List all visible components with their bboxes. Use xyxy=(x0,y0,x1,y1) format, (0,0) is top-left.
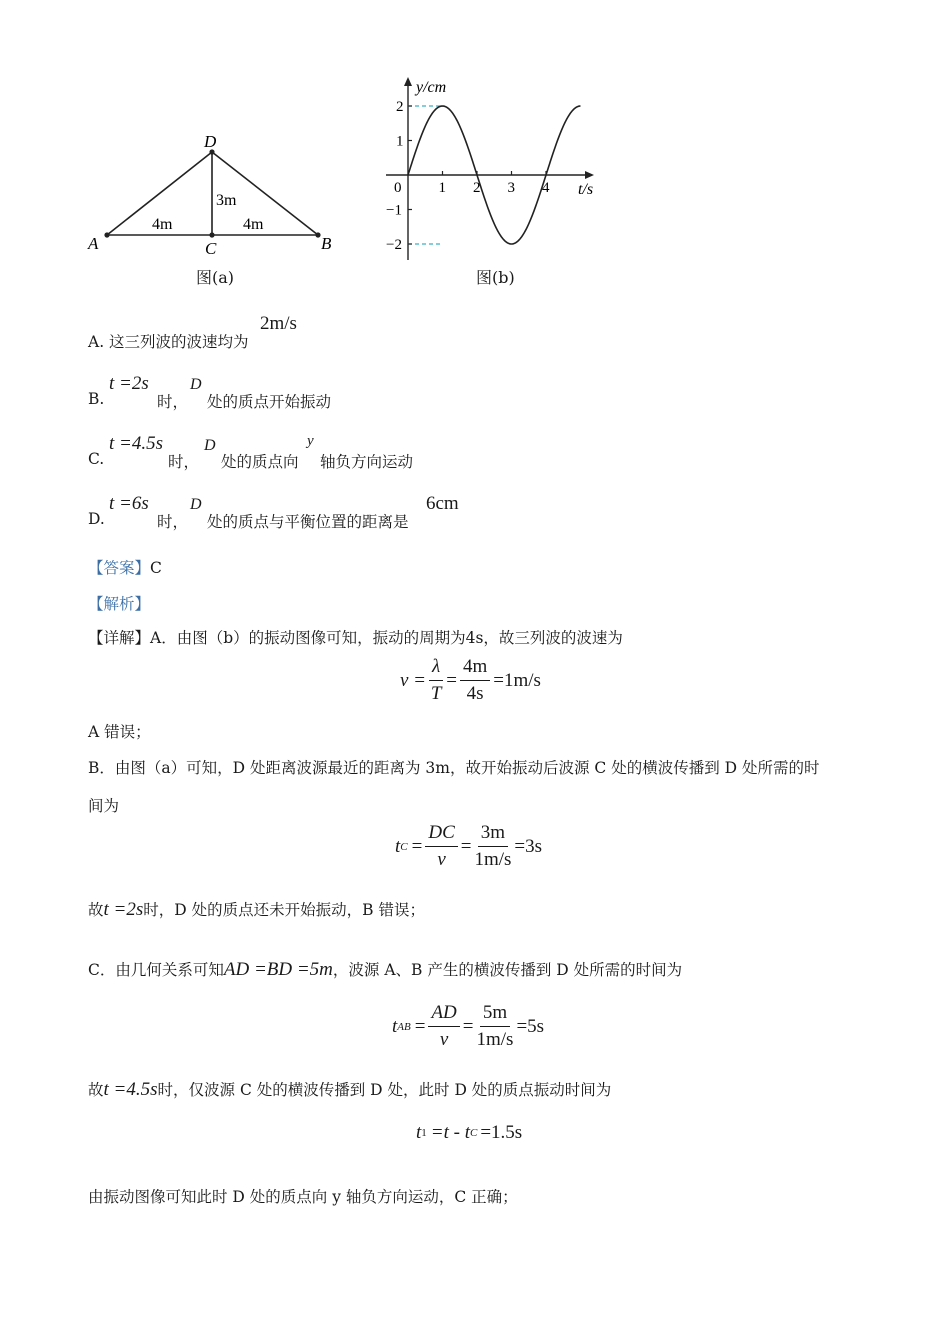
y-tick-label-3: −2 xyxy=(386,237,402,253)
option-b-prefix: B. xyxy=(88,390,105,408)
detail-line-7 xyxy=(88,1078,611,1101)
equation-t1 xyxy=(416,1122,522,1144)
y-tick-label-2: −1 xyxy=(386,202,402,219)
line6-math: AD =BD =5m xyxy=(223,959,333,980)
eq1-lhs: v = xyxy=(400,669,427,691)
detail-line-2: A 错误； xyxy=(88,723,151,741)
y-tick-label-0: 2 xyxy=(396,99,404,115)
eq1-frac2 xyxy=(460,656,490,705)
detail-line-1: 【详解】A．由图（b）的振动图像可知，振动的周期为4s，故三列波的波速为 xyxy=(88,629,623,647)
point-A xyxy=(104,232,109,237)
point-C xyxy=(209,232,214,237)
eq2-frac2 xyxy=(474,822,511,871)
label-C: C xyxy=(205,239,217,258)
eq2-den1: v xyxy=(437,849,446,870)
eq3-frac2 xyxy=(477,1002,514,1051)
eq4-sub: 1 xyxy=(421,1127,427,1139)
option-d-prefix: D. xyxy=(88,510,105,528)
answer-line xyxy=(88,556,162,578)
equation-wave-speed xyxy=(400,656,541,705)
option-c-prefix: C. xyxy=(88,450,105,468)
option-c-time: t =4.5s xyxy=(109,433,163,454)
option-d-mid: 时， xyxy=(157,513,189,531)
eq1-equals: = xyxy=(446,669,457,691)
eq2-num1: DC xyxy=(425,822,457,847)
eq3-sub: AB xyxy=(397,1020,411,1033)
eq2-t: t xyxy=(395,835,401,857)
dim-CD: 3m xyxy=(216,192,237,209)
eq4-mid: =t - t xyxy=(430,1122,470,1143)
option-a-math: 2m/s xyxy=(260,313,297,334)
y-axis-arrow xyxy=(404,77,412,86)
answer-tag: 【答案】 xyxy=(88,559,151,577)
line6-pre: C．由几何关系可知 xyxy=(88,961,224,979)
x-tick-label-2: 2 xyxy=(473,180,481,196)
x-tick-label-3: 3 xyxy=(507,180,515,196)
dim-AC: 4m xyxy=(152,216,173,233)
figure-b-caption: 图(b) xyxy=(476,268,515,287)
equation-time-ab xyxy=(392,1002,544,1051)
x-tick-label-0: 0 xyxy=(394,180,402,196)
eq1-frac1 xyxy=(429,656,443,705)
eq1-rhs: =1m/s xyxy=(493,669,541,691)
x-tick-label-4: 4 xyxy=(542,180,550,196)
eq3-rhs: =5s xyxy=(516,1015,545,1037)
eq2-eq: = xyxy=(411,835,423,857)
eq3-eq: = xyxy=(414,1015,426,1037)
figure-a-caption: 图(a) xyxy=(196,268,235,287)
option-a-text: A. 这三列波的波速均为 xyxy=(88,333,249,351)
eq2-den2: 1m/s xyxy=(474,849,512,870)
option-c-axis-y: y xyxy=(307,433,314,449)
option-c-mid2: 处的质点向 xyxy=(221,453,299,471)
line5-post: 时，D 处的质点还未开始振动，B 错误； xyxy=(143,901,425,919)
eq3-den2: 1m/s xyxy=(476,1029,514,1050)
line5-math: t =2s xyxy=(103,899,144,920)
y-axis-label: y/cm xyxy=(416,79,447,96)
detail-line-3: B．由图（a）可知，D 处距离波源最近的距离为 3m，故开始振动后波源 C 处的横波传播到 D 处所需的时 xyxy=(88,759,820,777)
option-b-mid: 时， xyxy=(157,393,189,411)
eq3-t: t xyxy=(392,1015,398,1037)
eq1-period: T xyxy=(430,683,442,704)
eq3-equals: = xyxy=(462,1015,474,1037)
option-b-suffix: 处的质点开始振动 xyxy=(207,393,332,411)
option-d-time: t =6s xyxy=(109,493,149,514)
equation-time-c xyxy=(395,822,542,871)
eq2-num2: 3m xyxy=(478,822,508,847)
detail-line-5 xyxy=(88,898,425,921)
line7-post: 时，仅波源 C 处的横波传播到 D 处，此时 D 处的质点振动时间为 xyxy=(157,1081,612,1099)
eq2-sub: C xyxy=(400,840,408,853)
eq3-den1: v xyxy=(439,1029,449,1050)
option-c-suffix: 轴负方向运动 xyxy=(320,453,414,471)
x-tick-label-1: 1 xyxy=(438,180,446,196)
label-A: A xyxy=(88,234,99,253)
dim-CB: 4m xyxy=(243,216,264,233)
x-axis-label: t/s xyxy=(578,181,594,198)
option-d-math: 6cm xyxy=(426,493,459,514)
y-tick-label-1: 1 xyxy=(396,133,404,150)
eq4-rhs: =1.5s xyxy=(480,1122,523,1143)
line7-math: t =4.5s xyxy=(103,1079,158,1100)
label-D: D xyxy=(204,132,217,151)
eq1-den: 4s xyxy=(466,683,484,704)
option-d-point-d: D xyxy=(190,496,202,513)
eq1-num: 4m xyxy=(460,656,490,681)
option-c-point-d: D xyxy=(204,437,216,454)
analysis-tag: 【解析】 xyxy=(88,595,151,613)
option-b-point-d: D xyxy=(190,376,202,393)
option-b-time: t =2s xyxy=(109,373,149,394)
answer-value: C xyxy=(150,559,162,577)
detail-line-8: 由振动图像可知此时 D 处的质点向 y 轴负方向运动，C 正确； xyxy=(88,1188,518,1206)
detail-line-6 xyxy=(88,958,682,981)
eq4-t: t xyxy=(416,1122,422,1143)
eq3-frac1 xyxy=(428,1002,459,1051)
detail-line-4: 间为 xyxy=(88,797,120,815)
point-B xyxy=(315,232,320,237)
eq2-equals: = xyxy=(460,835,472,857)
label-B: B xyxy=(321,234,332,253)
eq4-sub2: C xyxy=(470,1127,478,1139)
line6-post: ，波源 A、B 产生的横波传播到 D 处所需的时间为 xyxy=(332,961,683,979)
eq1-lambda: λ xyxy=(429,656,443,681)
option-d-suffix: 处的质点与平衡位置的距离是 xyxy=(207,513,409,531)
eq2-rhs: =3s xyxy=(514,835,543,857)
option-c-mid: 时， xyxy=(168,453,200,471)
eq2-frac1 xyxy=(425,822,457,871)
line7-pre: 故 xyxy=(88,1081,104,1099)
figure-b-vibration-graph xyxy=(380,70,610,270)
x-axis-arrow xyxy=(585,171,594,179)
eq3-num2: 5m xyxy=(480,1002,510,1027)
line5-pre: 故 xyxy=(88,901,104,919)
eq3-num1: AD xyxy=(428,1002,459,1027)
